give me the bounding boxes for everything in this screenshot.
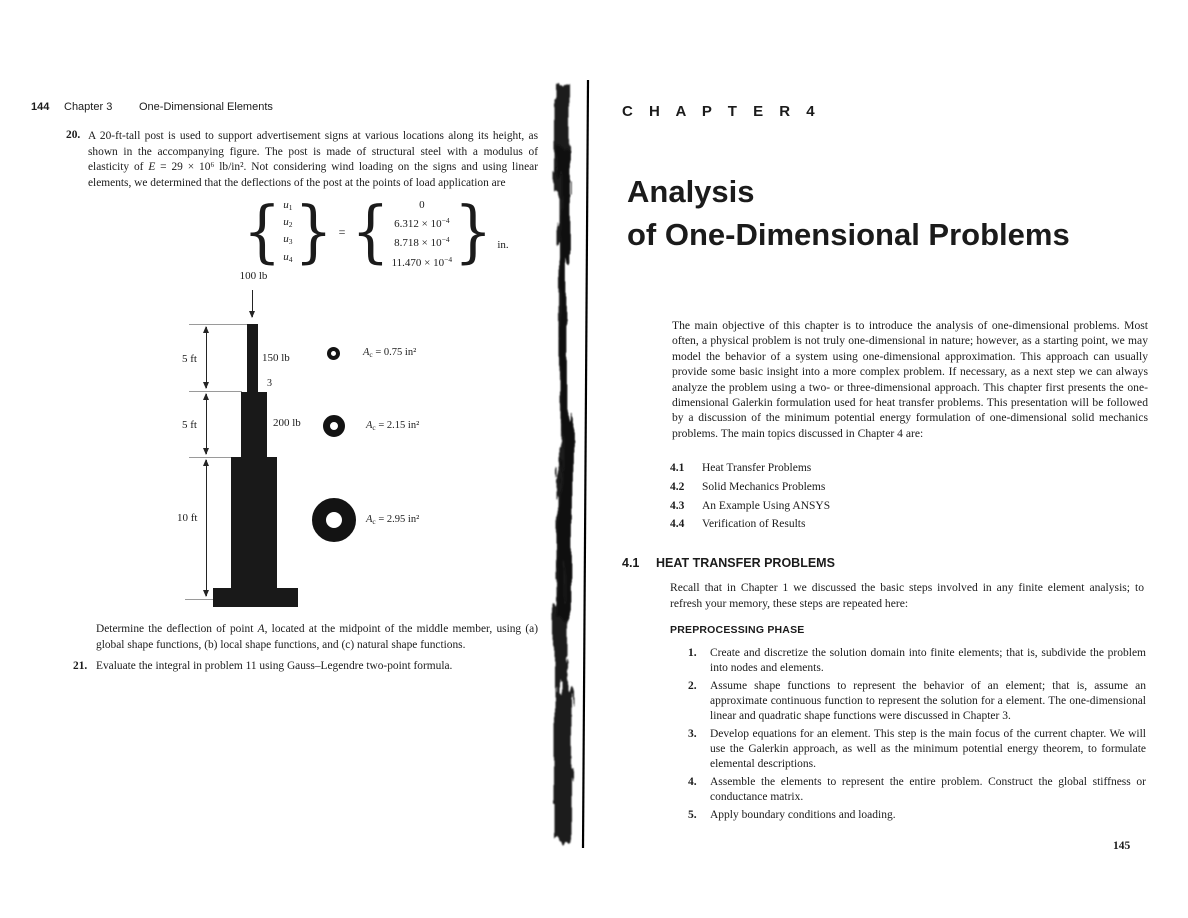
left-chapter-title: One-Dimensional Elements — [139, 101, 273, 113]
step-item: 2. Assume shape functions to represent the behavior of an element; that is, assume an approximate continuous function to represent the solution for a element. The one-dimensional linear and quadratic shape functions were discussed in Chapter 3. — [688, 679, 1146, 723]
post-segment-middle — [241, 392, 267, 457]
section-intro-paragraph: Recall that in Chapter 1 we discussed the basic steps involved in any finite element analysis; to refresh your memory, these steps are repeated here: — [670, 581, 1144, 610]
load-label-top: 100 lb — [239, 270, 268, 282]
page-gutter-scan-artifact — [540, 80, 600, 853]
dim-label-10ft: 10 ft — [177, 512, 198, 524]
problem-20-variable: E — [148, 161, 156, 174]
caption-post: , located at the midpoint of the middle member, using (a) global shape functions, (b) local shape functions, and (c) natural shape functions. — [96, 623, 539, 651]
right-brace-open: { — [351, 193, 390, 272]
topic-item: 4.2 Solid Mechanics Problems — [670, 480, 826, 493]
load-arrow-top — [252, 290, 253, 317]
vector-row: $11.470 \times 10^{-4}$ — [391, 254, 453, 269]
vector-row: $8.718 \times 10^{-4}$ — [394, 235, 450, 250]
gutter-noise-graphic — [540, 80, 600, 848]
step-item: 5. Apply boundary conditions and loading. — [688, 809, 896, 822]
post-base-plate — [213, 588, 298, 607]
right-brace-close: } — [454, 193, 493, 272]
topic-item: 4.1 Heat Transfer Problems — [670, 462, 812, 474]
equation-unit: in. — [497, 239, 509, 252]
values-vector — [392, 194, 453, 271]
step-item: 4. Assemble the elements to represent the entire problem. Construct the global stiffness or conductance matrix. — [688, 776, 1146, 804]
dim-label-5ft-top: 5 ft — [182, 353, 197, 365]
node-label-3: 3 — [267, 378, 272, 389]
section-title: HEAT TRANSFER PROBLEMS — [656, 556, 835, 570]
cross-section-ring-small-icon — [327, 347, 340, 360]
area-label-2: $A_c = 2.15$ in² — [366, 420, 420, 432]
equals-sign: = — [338, 224, 346, 239]
problem-20-text-pre: A 20-ft-tall post is used to support advertisement signs at various locations along its height, as shown in the accompanying figure. The post is made of structural steel with a modulus of elasticity of — [88, 130, 538, 174]
dim-tick — [189, 457, 233, 458]
dim-tick — [189, 391, 242, 392]
caption-pre: Determine the deflection of point — [96, 623, 258, 635]
vector-row: $u_4$ — [283, 250, 293, 264]
right-page-number: 145 — [1113, 840, 1131, 852]
area-label-3: $A_c = 2.95$ in² — [366, 514, 420, 526]
chapter-title-line2: of One-Dimensional Problems — [627, 217, 1070, 252]
arrow-up-icon — [203, 459, 209, 466]
vector-row: $u_3$ — [283, 233, 293, 247]
cross-section-ring-large-icon — [312, 498, 356, 542]
problem-20-number: 20. — [66, 129, 81, 141]
problem-20-text-post: = 29 × 10⁶ lb/in². Not considering wind loading on the signs and using linear elements, we determined that the deflections of the post at the points of load application are — [88, 161, 538, 189]
section-number: 4.1 — [622, 556, 640, 570]
vector-row: $6.312 \times 10^{-4}$ — [394, 216, 450, 231]
arrow-up-icon — [203, 326, 209, 333]
left-brace-close: } — [294, 193, 333, 272]
area-label-1: $A_c = 0.75$ in² — [363, 347, 417, 359]
load-label-mid: 150 lb — [262, 352, 290, 364]
cross-section-ring-medium-icon — [323, 415, 345, 437]
deflection-equation — [243, 194, 509, 271]
figure-caption — [96, 622, 538, 653]
arrow-down-icon — [203, 590, 209, 597]
post-segment-bottom — [231, 457, 277, 588]
vector-row: 0 — [419, 199, 425, 211]
dim-tick — [189, 324, 249, 325]
dimension-arrow-5ft-top — [206, 327, 207, 388]
dim-label-5ft-mid: 5 ft — [182, 419, 197, 431]
caption-point-a: A — [257, 623, 265, 635]
preprocessing-steps-list — [688, 646, 1146, 826]
chapter-heading: C H A P T E R 4 — [622, 103, 821, 120]
post-segment-top — [247, 324, 258, 392]
arrow-down-icon — [203, 382, 209, 389]
vector-row: $u_2$ — [283, 216, 293, 230]
step-item: 1. Create and discretize the solution domain into finite elements; that is, subdivide the problem into nodes and elements. — [688, 647, 1146, 675]
problem-21-number: 21. — [73, 660, 88, 672]
arrow-down-icon — [249, 311, 255, 318]
problem-21-text: Evaluate the integral in problem 11 using Gauss–Legendre two-point formula. — [96, 660, 453, 672]
arrow-down-icon — [203, 448, 209, 455]
left-page-number: 144 — [31, 101, 50, 113]
topic-item: 4.3 An Example Using ANSYS — [670, 499, 831, 512]
problem-20-text — [88, 129, 538, 191]
preprocessing-phase-subheading: PREPROCESSING PHASE — [670, 624, 805, 636]
chapter-title — [627, 170, 1070, 256]
left-chapter-label: Chapter 3 — [64, 101, 113, 113]
load-label-bottom: 200 lb — [273, 417, 301, 429]
vector-row: $u_1$ — [283, 199, 293, 212]
chapter-title-line1: Analysis — [627, 174, 755, 209]
step-item: 3. Develop equations for an element. This step is the main focus of the current chapter. We will use the Galerkin approach, as well as the minimum potential energy theorem, to formulate elemental descriptions. — [688, 728, 1146, 771]
dimension-arrow-10ft — [206, 460, 207, 596]
chapter-intro-paragraph: The main objective of this chapter is to introduce the analysis of one-dimensional problems. Most often, a physical problem is not truly one-dimensional in nature; however, as a starting point, we may model the behavior of a system using one-dimensional approximation. This approach can usually provide some basic insight into a more complex problem. If necessary, as a next step we can always analyze the problem using a two- or three-dimensional approach. This chapter first presents the one-dimensional Galerkin formulation used for heat transfer problems. This presentation will be followed by a discussion of the minimum potential energy formulation of one-dimensional solid mechanics problems. The main topics discussed in Chapter 4 are: — [672, 319, 1148, 440]
dim-tick — [185, 599, 213, 600]
displacement-vector — [283, 198, 292, 267]
topic-item: 4.4 Verification of Results — [670, 518, 806, 531]
left-brace-open: { — [243, 193, 282, 272]
arrow-up-icon — [203, 393, 209, 400]
dimension-arrow-5ft-mid — [206, 394, 207, 454]
chapter-topics-list — [670, 459, 830, 534]
